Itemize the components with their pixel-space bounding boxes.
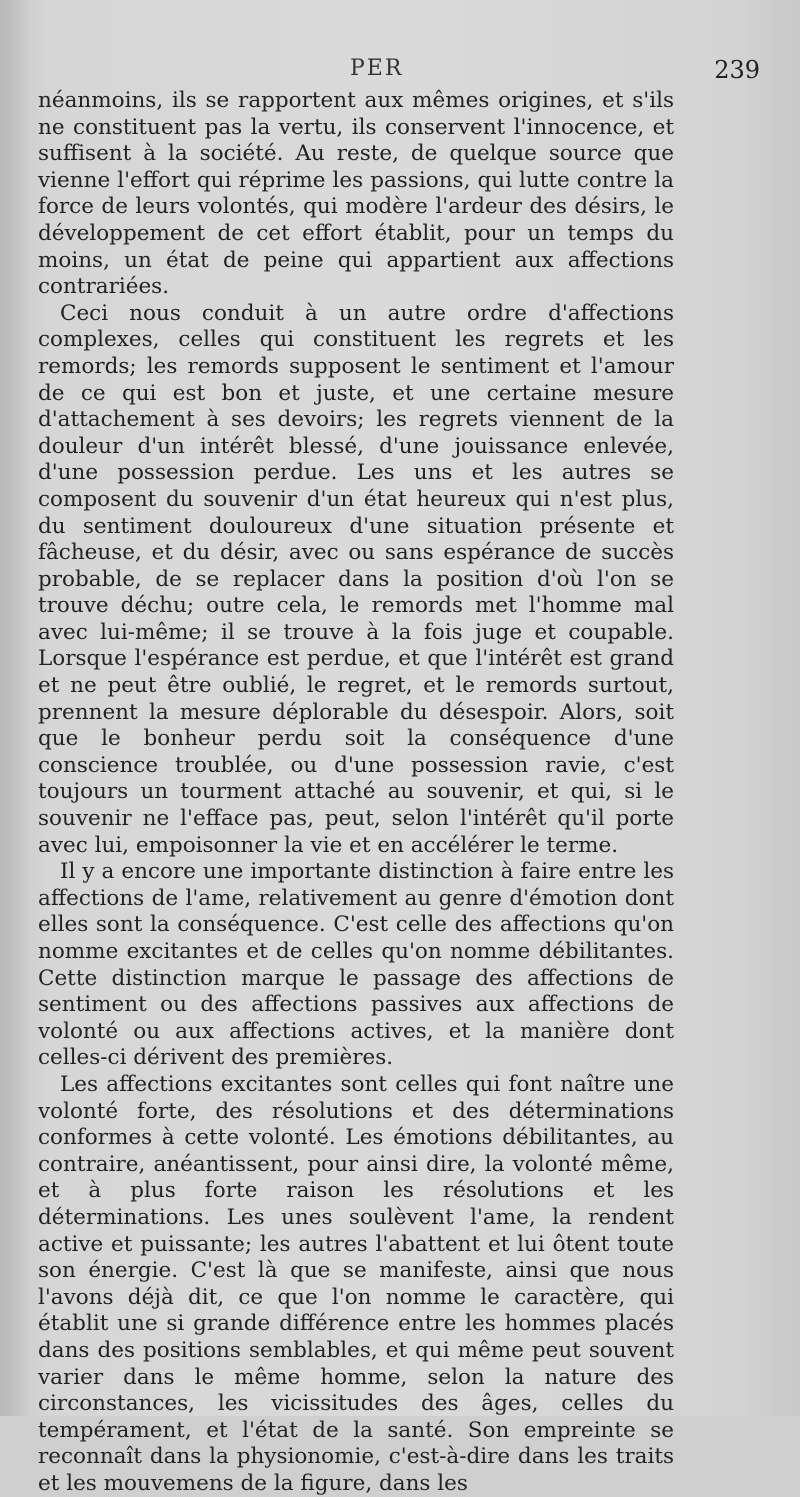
paragraph: Les affections excitantes sont celles qui font naître une volonté forte, des résolutions et des déterminations conformes à cette volonté. Les émotions débilitantes, au contraire, anéantissent, pour ainsi dire, la volonté même, et à plus forte raison les résolutions et les déterminations. Les unes soulèvent l'ame, la rendent active et puissante; les autres l'abattent et lui ôtent toute son énergie. C'est là que se manifeste, ainsi que nous l'avons déjà dit, ce que l'on nomme le caractère, qui établit une si grande différence entre les hommes placés dans des positions semblables, et qui même peut souvent varier dans le même homme, selon la nature des circonstances, les vicissitudes des âges, celles du tempérament, et l'état de la santé. Son empreinte se reconnaît dans la physionomie, c'est-à-dire dans les traits et les mouvemens de la figure, dans les [38, 1071, 674, 1496]
body-text [38, 88, 674, 1497]
paragraph: Il y a encore une importante distinction à faire entre les affections de l'ame, relativement au genre d'émotion dont elles sont la conséquence. C'est celle des affections qu'on nomme excitantes et de celles qu'on nomme débilitantes. Cette distinction marque le passage des affections de sentiment ou des affections passives aux affections de volonté ou aux affections actives, et la manière dont celles-ci dérivent des premières. [38, 859, 674, 1071]
page-number: 239 [714, 56, 760, 84]
running-head-title: PER [350, 56, 404, 81]
paragraph: néanmoins, ils se rapportent aux mêmes origines, et s'ils ne constituent pas la vertu, ils conservent l'innocence, et suffisent à la société. Au reste, de quelque source que vienne l'effort qui réprime les passions, qui lutte contre la force de leurs volontés, qui modère l'ardeur des désirs, le développement de cet effort établit, pour un temps du moins, un état de peine qui appartient aux affections contrariées. [38, 88, 674, 300]
page-gutter-shadow [0, 0, 30, 1416]
paragraph: Ceci nous conduit à un autre ordre d'affections complexes, celles qui constituent les regrets et les remords; les remords supposent le sentiment et l'amour de ce qui est bon et juste, et une certaine mesure d'attachement à ses devoirs; les regrets viennent de la douleur d'un intérêt blessé, d'une jouissance enlevée, d'une possession perdue. Les uns et les autres se composent du souvenir d'un état heureux qui n'est plus, du sentiment douloureux d'une situation présente et fâcheuse, et du désir, avec ou sans espérance de succès probable, de se replacer dans la position d'où l'on se trouve déchu; outre cela, le remords met l'homme mal avec lui-même; il se trouve à la fois juge et coupable. Lorsque l'espérance est perdue, et que l'intérêt est grand et ne peut être oublié, le regret, et le remords surtout, prennent la mesure déplorable du désespoir. Alors, soit que le bonheur perdu soit la conséquence d'une conscience troublée, ou d'une possession ravie, c'est toujours un tourment attaché au souvenir, et qui, si le souvenir ne l'efface pas, peut, selon l'intérêt qu'il porte avec lui, empoisonner la vie et en accélérer le terme. [38, 300, 674, 858]
